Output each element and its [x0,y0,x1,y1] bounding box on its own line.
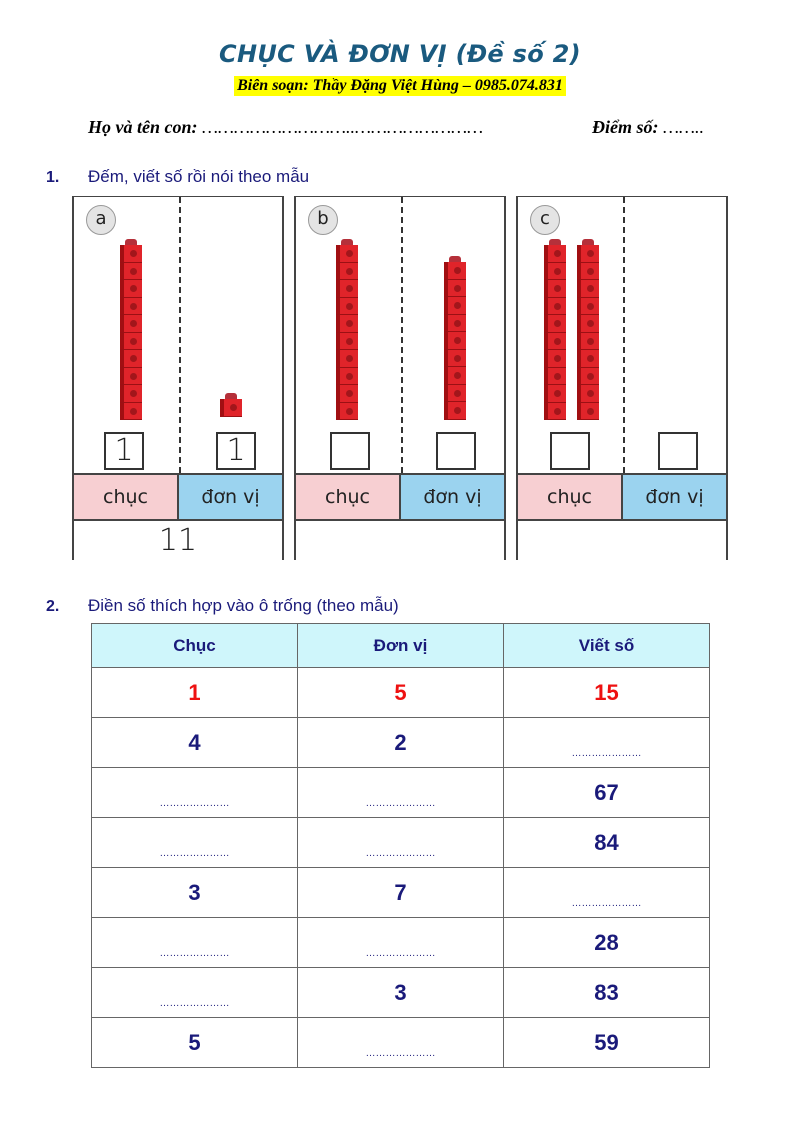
dashed-divider [623,197,625,473]
panel-b [294,196,506,560]
cell-units-blank[interactable] [298,768,504,818]
number-answer[interactable]: 11 [158,523,198,558]
units-answer-box[interactable] [658,432,698,470]
author-subtitle: Biên soạn: Thầy Đặng Việt Hùng – 0985.074.831 [234,76,566,96]
tens-label: chục [296,475,401,519]
tens-label: chục [518,475,623,519]
cell-tens-blank[interactable] [92,818,298,868]
header-units: Đơn vị [298,624,504,668]
cell-units-blank[interactable] [298,818,504,868]
page-title: CHỤC VÀ ĐƠN VỊ (Đề số 2) [219,40,581,68]
blank-dots[interactable]: ………………… [571,748,642,759]
cell-tens: 1 [92,668,298,718]
blank-dots[interactable]: ………………… [159,948,230,959]
cell-number-blank[interactable] [504,718,710,768]
tens-rod-icon [577,239,599,420]
cell-units: 7 [298,868,504,918]
student-name-field[interactable] [88,117,483,138]
dashed-divider [401,197,403,473]
table-row [92,818,710,868]
panel-a [72,196,284,560]
cell-tens: 4 [92,718,298,768]
tens-rod-icon [336,239,358,420]
blank-dots[interactable]: ………………… [159,848,230,859]
question-2-text: Điền số thích hợp vào ô trống (theo mẫu) [88,596,399,615]
cell-units-blank[interactable] [298,918,504,968]
tens-rod-icon [120,239,142,420]
panel-badge: a [86,205,116,235]
blank-dots[interactable]: ………………… [159,998,230,1009]
unit-cubes-icon [444,256,466,420]
tens-rod-icon [544,239,566,420]
cell-tens: 5 [92,1018,298,1068]
cell-units: 2 [298,718,504,768]
score-blank[interactable]: …….. [658,117,705,137]
table-row [92,768,710,818]
table-row [92,918,710,968]
name-blank[interactable]: ………………………..…………………… [197,117,484,137]
cell-number: 83 [504,968,710,1018]
cell-tens-blank[interactable] [92,918,298,968]
cell-tens-blank[interactable] [92,968,298,1018]
tens-answer-box[interactable] [550,432,590,470]
header-number: Viết số [504,624,710,668]
blank-dots[interactable]: ………………… [571,898,642,909]
score-label: Điểm số: [592,117,659,137]
tens-answer-box[interactable]: 1 [104,432,144,470]
units-answer-box[interactable]: 1 [216,432,256,470]
question-2-number: 2. [46,598,60,615]
table-row-example [92,668,710,718]
score-field[interactable] [592,117,704,138]
table-row [92,1018,710,1068]
cell-tens-blank[interactable] [92,768,298,818]
cell-units: 3 [298,968,504,1018]
blank-dots[interactable]: ………………… [159,798,230,809]
blank-dots[interactable]: ………………… [365,948,436,959]
table-row [92,968,710,1018]
units-answer-box[interactable] [436,432,476,470]
cell-number: 67 [504,768,710,818]
tens-label: chục [74,475,179,519]
cell-number: 15 [504,668,710,718]
blank-dots[interactable]: ………………… [365,848,436,859]
cell-number-blank[interactable] [504,868,710,918]
name-label: Họ và tên con: [88,117,198,137]
question-1-text: Đếm, viết số rồi nói theo mẫu [88,167,310,186]
panel-badge: b [308,205,338,235]
header-tens: Chục [92,624,298,668]
tens-answer-box[interactable] [330,432,370,470]
blank-dots[interactable]: ………………… [365,1048,436,1059]
cell-number: 59 [504,1018,710,1068]
cell-number: 28 [504,918,710,968]
cell-tens: 3 [92,868,298,918]
cell-units: 5 [298,668,504,718]
units-label: đơn vị [401,475,504,519]
table-row [92,718,710,768]
panel-c [516,196,728,560]
panel-badge: c [530,205,560,235]
dashed-divider [179,197,181,473]
place-value-table [91,623,710,1068]
table-header-row [92,624,710,668]
unit-cube-icon [220,393,242,417]
blank-dots[interactable]: ………………… [365,798,436,809]
table-row [92,868,710,918]
units-label: đơn vị [623,475,726,519]
question-1-number: 1. [46,169,60,186]
cell-units-blank[interactable] [298,1018,504,1068]
units-label: đơn vị [179,475,282,519]
cell-number: 84 [504,818,710,868]
